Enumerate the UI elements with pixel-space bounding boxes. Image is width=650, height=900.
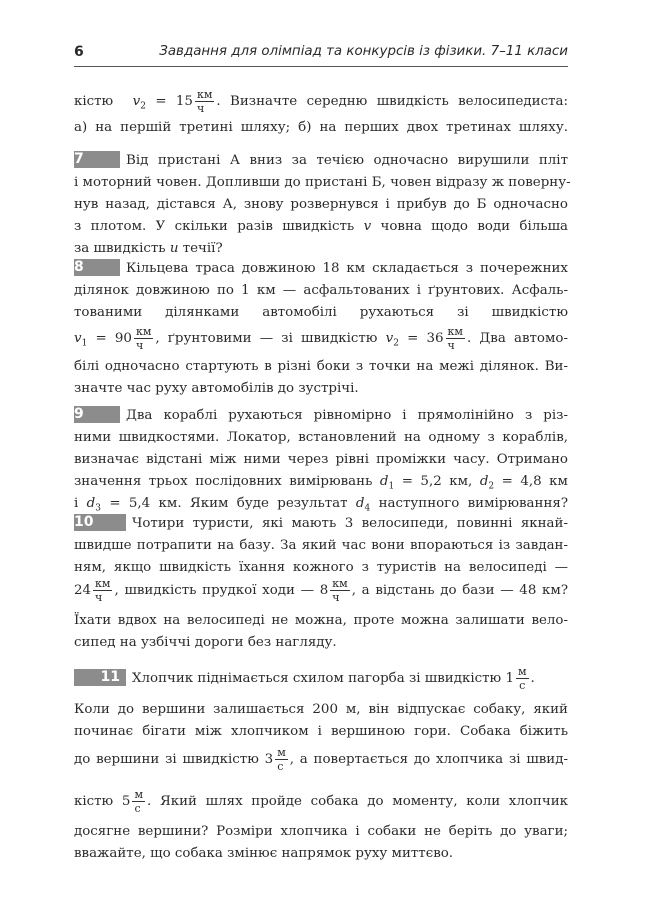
- problem-11-line-5: кістю 5 м с . Який шлях пройде собака до моменту, коли хлопчик: [74, 788, 569, 815]
- header-rule: [74, 66, 568, 67]
- problem-11-line-4: до вершини зі швидкістю 3 м с , а повертається до хлопчика зі швид-: [74, 746, 568, 773]
- problem-8-line-4: $v_1 = 90$ км ч , ґрунтовими — зі швидкістю $v_2 = 36$ км ч . Два автомо-: [74, 325, 568, 352]
- problem-10-line-3: ням, якщо швидкість їхання кожного з туристів на велосипеді —: [74, 560, 568, 575]
- problem-8-line-5: білі одночасно стартують в різні боки з точки на межі ділянок. Ви-: [74, 359, 568, 374]
- problem-9-line-5: і $d_3 = 5,4$ км. Яким буде результат $d_4$ наступного вимірювання?: [74, 496, 569, 514]
- problem-7-line-3: нув назад, дістався А, знову розвернувся і прибув до Б одночасно: [74, 197, 568, 212]
- page-header: [74, 44, 568, 68]
- problem-7-line-5: за швидкість u течії?: [74, 241, 223, 256]
- problem-11-number: 11: [74, 669, 126, 686]
- problem-9-line-2: ними швидкостями. Локатор, встановлений на одному з кораблів,: [74, 430, 568, 445]
- problem-7-number: 7: [74, 151, 120, 168]
- problem-8-line-2: ділянок довжиною по 1 км — асфальтованих і ґрунтових. Асфаль-: [74, 283, 568, 298]
- problem-7-line-4: з плотом. У скільки разів швидкість v човна щодо води більша: [74, 219, 569, 234]
- problem-9-line-4: значення трьох послідовних вимірювань $d_1 = 5,2$ км, $d_2 = 4,8$ км: [74, 474, 568, 492]
- problem-10-line-5: Їхати вдвох на велосипеді не можна, проте можна залишати вело-: [74, 613, 568, 628]
- problem-9-line-1: 9 Два кораблі рухаються рівномірно і прямолінійно з різ-: [74, 406, 568, 423]
- problem-9-line-3: визначає відстані між ними через рівні проміжки часу. Отримано: [74, 452, 568, 467]
- problem-11-line-6: досягне вершини? Розміри хлопчика і собаки не беріть до уваги;: [74, 824, 568, 839]
- problem-10-number: 10: [74, 514, 126, 531]
- problem-8-line-3: тованими ділянками автомобілі рухаються зі швидкістю: [74, 305, 568, 320]
- problem-10-line-6: сипед на узбіччі дороги без нагляду.: [74, 635, 337, 650]
- problem-11-line-7: вважайте, що собака змінює напрямок руху миттєво.: [74, 846, 454, 861]
- problem-10-line-2: швидше потрапити на базу. За який час вони впораються із завдан-: [74, 538, 568, 553]
- problem-7-line-1: 7 Від пристані А вниз за течією одночасно вирушили пліт: [74, 151, 568, 168]
- problem-11-line-2: Коли до вершини залишається 200 м, він відпускає собаку, який: [74, 702, 568, 717]
- running-title: Завдання для олімпіад та конкурсів із фізики. 7–11 класи: [159, 44, 568, 59]
- problem-9-number: 9: [74, 406, 120, 423]
- page-number: 6: [74, 44, 84, 60]
- problem-11-line-1: 11 Хлопчик піднімається схилом пагорба зі швидкістю 1 м с .: [74, 662, 568, 696]
- problem-8-line-6: значте час руху автомобілів до зустрічі.: [74, 381, 359, 396]
- problem-10-line-1: 10 Чотири туристи, які мають 3 велосипеди, повинні якнай-: [74, 514, 568, 531]
- intro-line-2: а) на першій третині шляху; б) на перших двох третинах шляху.: [74, 120, 568, 135]
- problem-8-number: 8: [74, 259, 120, 276]
- problem-10-line-4: 24 км ч , швидкість прудкої ходи — 8 км ч , а відстань до бази — 48 км?: [74, 577, 568, 604]
- problem-7-line-2: і моторний човен. Допливши до пристані Б, човен відразу ж поверну-: [74, 175, 571, 190]
- problem-11-line-3: починає бігати між хлопчиком і вершиною гори. Собака біжить: [74, 724, 568, 739]
- problem-8-line-1: 8 Кільцева траса довжиною 18 км складається з почережних: [74, 259, 568, 276]
- fraction-km-h: км ч: [196, 88, 213, 115]
- intro-line-1: кістю $v_2 = 15$ км ч . Визначте середню швидкість велосипедиста:: [74, 88, 568, 115]
